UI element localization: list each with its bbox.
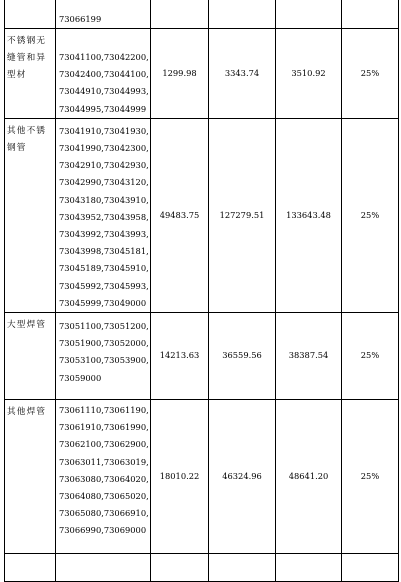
hs-code-line: 73042910,73042930, <box>59 160 149 171</box>
tariff-rate-cell: 25% <box>342 400 399 554</box>
table-row <box>5 554 399 582</box>
hs-code-line: 73059000 <box>59 372 102 383</box>
hs-codes-cell <box>56 554 151 582</box>
product-name-cell: 不锈钢无缝管和异型材 <box>5 29 56 119</box>
product-name-cell: 其他不锈钢管 <box>5 118 56 312</box>
hs-code-line: 73043998,73045181, <box>59 246 149 257</box>
hs-code-line: 73061110,73061190, <box>59 405 149 416</box>
hs-code-line: 73044910,73044993, <box>59 86 149 97</box>
value-1-cell <box>151 554 209 582</box>
value-2-cell: 127279.51 <box>209 118 276 312</box>
hs-code-line: 73045999,73049000 <box>59 297 147 308</box>
hs-code-line: 73044995,73044999 <box>59 103 147 114</box>
hs-code-line: 73053100,73053900, <box>59 355 149 366</box>
hs-code-line: 73043992,73043993, <box>59 229 149 240</box>
product-name-cell <box>5 554 56 582</box>
hs-code-line: 73063011,73063019, <box>59 456 149 467</box>
value-1-cell: 14213.63 <box>151 313 209 400</box>
hs-code-line: 73043180,73043910, <box>59 194 149 205</box>
value-3-cell <box>276 554 342 582</box>
hs-code-line: 73051100,73051200, <box>59 321 149 332</box>
value-2-cell: 36559.56 <box>209 313 276 400</box>
tariff-table <box>4 0 399 582</box>
product-name-cell: 其他焊管 <box>5 400 56 554</box>
value-2-cell: 3343.74 <box>209 29 276 119</box>
value-3-cell: 133643.48 <box>276 118 342 312</box>
value-2-cell <box>209 0 276 29</box>
hs-code-line: 73065080,73066910, <box>59 508 149 519</box>
value-1-cell <box>151 0 209 29</box>
hs-code-line: 73066199 <box>59 13 102 24</box>
hs-codes-cell <box>56 313 151 400</box>
hs-code-line: 73041910,73041930, <box>59 125 149 136</box>
product-name-cell <box>5 0 56 29</box>
hs-code-line: 73061910,73061990, <box>59 422 149 433</box>
tariff-rate-cell <box>342 0 399 29</box>
tariff-rate-cell: 25% <box>342 118 399 312</box>
table-body <box>5 0 399 582</box>
hs-code-line: 73045992,73045993, <box>59 280 149 291</box>
hs-code-line: 73062100,73062900, <box>59 439 149 450</box>
value-3-cell: 3510.92 <box>276 29 342 119</box>
hs-code-line: 73041100,73042200, <box>59 52 149 62</box>
hs-code-line: 73045189,73045910, <box>59 263 149 274</box>
value-3-cell <box>276 0 342 29</box>
table-row <box>5 29 399 119</box>
hs-codes-cell <box>56 0 151 29</box>
table-row <box>5 313 399 400</box>
table-row <box>5 118 399 312</box>
value-2-cell <box>209 554 276 582</box>
value-1-cell: 49483.75 <box>151 118 209 312</box>
table-row <box>5 400 399 554</box>
product-name-cell: 大型焊管 <box>5 313 56 400</box>
value-3-cell: 48641.20 <box>276 400 342 554</box>
hs-code-line: 73042990,73043120, <box>59 177 149 188</box>
tariff-rate-cell: 25% <box>342 313 399 400</box>
value-3-cell: 38387.54 <box>276 313 342 400</box>
hs-code-line: 73041990,73042300, <box>59 143 149 154</box>
hs-code-line: 73066990,73069000 <box>59 525 147 536</box>
value-1-cell: 1299.98 <box>151 29 209 119</box>
value-2-cell: 46324.96 <box>209 400 276 554</box>
hs-codes-cell <box>56 29 151 119</box>
hs-codes-cell <box>56 118 151 312</box>
hs-codes-cell <box>56 400 151 554</box>
hs-code-line: 73063080,73064020, <box>59 473 149 484</box>
hs-code-line: 73051900,73052000, <box>59 338 149 349</box>
table-row <box>5 0 399 29</box>
tariff-rate-cell: 25% <box>342 29 399 119</box>
tariff-rate-cell <box>342 554 399 582</box>
value-1-cell: 18010.22 <box>151 400 209 554</box>
hs-code-line: 73043952,73043958, <box>59 211 149 222</box>
hs-code-line: 73042400,73044100, <box>59 69 149 80</box>
hs-code-line: 73064080,73065020, <box>59 491 149 502</box>
